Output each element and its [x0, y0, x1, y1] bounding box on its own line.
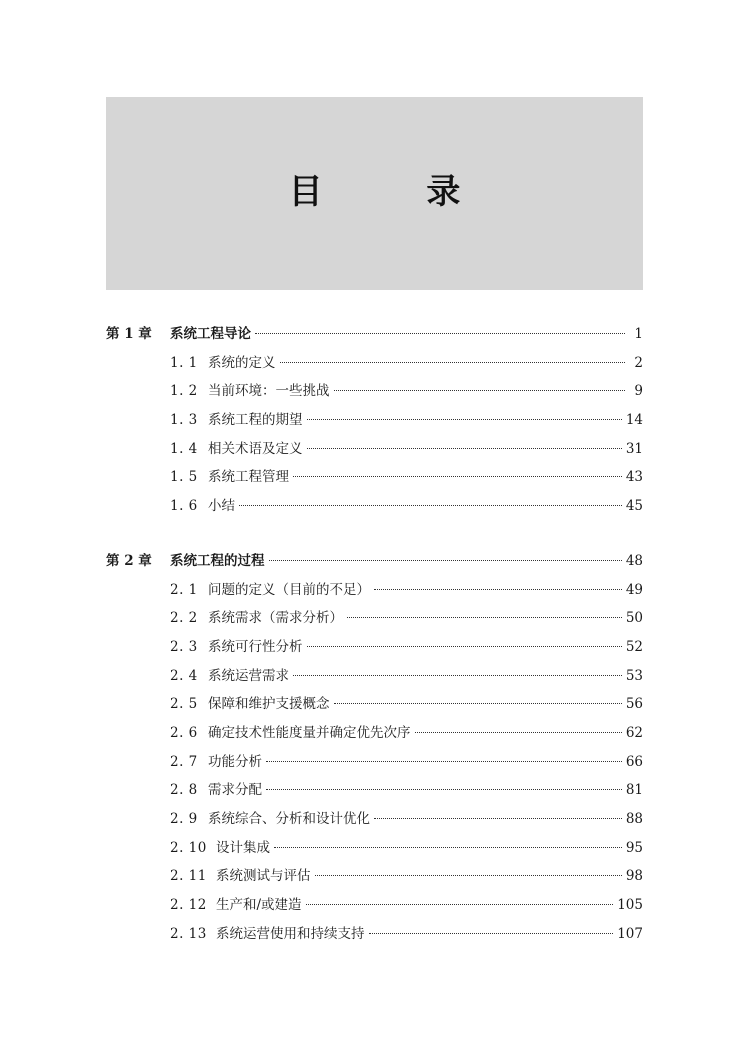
dot-leader: [255, 333, 625, 334]
toc-title: 目 录: [288, 172, 507, 212]
page-number: 105: [617, 897, 643, 914]
page-number: 98: [625, 868, 643, 885]
dot-leader: [374, 589, 622, 590]
page-number: 88: [625, 811, 643, 827]
section-number: 2. 2: [170, 610, 198, 627]
toc-entry-section[interactable]: [106, 435, 643, 464]
section-number: 2. 5: [170, 696, 198, 713]
toc-entry-section[interactable]: [106, 776, 643, 805]
page-number: 48: [625, 552, 643, 569]
page-number: 49: [625, 581, 643, 598]
section-number: 2. 12: [170, 897, 207, 914]
dot-leader: [369, 933, 614, 934]
toc-entry-section[interactable]: [106, 920, 643, 949]
page-number: 107: [617, 925, 643, 942]
dot-leader: [306, 904, 614, 905]
section-title: 系统可行性分析: [208, 638, 303, 655]
section-number: 2. 13: [170, 925, 207, 942]
section-title: 生产和/或建造: [216, 897, 302, 914]
dot-leader: [269, 560, 622, 561]
section-number: 2. 6: [170, 724, 198, 741]
toc-header-banner: [106, 97, 643, 290]
dot-leader: [266, 789, 622, 790]
dot-leader: [334, 703, 622, 704]
toc-entry-section[interactable]: [106, 891, 643, 920]
toc-entry-section[interactable]: [106, 633, 643, 662]
dot-leader: [307, 419, 622, 420]
section-number: 1. 1: [170, 354, 198, 371]
section-title: 系统测试与评估: [216, 868, 311, 885]
dot-leader: [415, 732, 622, 733]
page-number: 56: [625, 696, 643, 713]
toc-entry-section[interactable]: [106, 492, 643, 521]
dot-leader: [334, 390, 626, 391]
dot-leader: [239, 505, 622, 506]
section-title: 系统需求（需求分析）: [208, 610, 343, 627]
page-number: 9: [634, 383, 643, 400]
dot-leader: [347, 617, 622, 618]
section-number: 1. 5: [170, 469, 198, 486]
page-number: 14: [625, 412, 643, 429]
toc-entry-section[interactable]: [106, 719, 643, 748]
page-number: 52: [625, 638, 643, 655]
section-title: 当前环境：一些挑战: [208, 383, 330, 400]
section-title: 小结: [208, 498, 235, 515]
toc-entry-section[interactable]: [106, 834, 643, 863]
section-number: 1. 3: [170, 412, 198, 429]
toc-entry-section[interactable]: [106, 406, 643, 435]
section-title: 系统工程的期望: [208, 412, 303, 429]
table-of-contents: [106, 320, 643, 974]
section-title: 系统运营使用和持续支持: [216, 925, 365, 942]
section-title: 问题的定义（目前的不足）: [208, 581, 370, 598]
section-title: 功能分析: [208, 753, 262, 770]
chapter-title: 系统工程的过程: [170, 552, 265, 569]
dot-leader: [266, 761, 622, 762]
section-title: 需求分配: [208, 782, 262, 799]
dot-leader: [315, 875, 622, 876]
section-number: 1. 6: [170, 498, 198, 515]
section-title: 确定技术性能度量并确定优先次序: [208, 724, 411, 741]
page-number: 45: [625, 498, 643, 515]
dot-leader: [374, 818, 622, 819]
toc-entry-section[interactable]: [106, 576, 643, 605]
toc-entry-section[interactable]: [106, 862, 643, 891]
dot-leader: [307, 646, 622, 647]
dot-leader: [280, 362, 626, 363]
page-number: 66: [625, 753, 643, 770]
section-title: 系统的定义: [208, 354, 276, 371]
section-number: 2. 10: [170, 839, 207, 856]
page-number: 31: [625, 440, 643, 457]
toc-entry-chapter[interactable]: [106, 320, 643, 349]
section-title: 保障和维护支援概念: [208, 696, 330, 713]
toc-entry-section[interactable]: [106, 690, 643, 719]
section-title: 系统工程管理: [208, 469, 289, 486]
section-title: 设计集成: [216, 839, 270, 856]
chapter-block: [106, 320, 643, 521]
page-number: 53: [625, 667, 643, 684]
toc-entry-section[interactable]: [106, 604, 643, 633]
section-number: 2. 3: [170, 638, 198, 655]
dot-leader: [293, 675, 622, 676]
dot-leader: [307, 448, 622, 449]
toc-entry-section[interactable]: [106, 805, 643, 834]
toc-entry-section[interactable]: [106, 377, 643, 406]
chapter-number: 第 1 章: [106, 326, 152, 342]
chapter-title: 系统工程导论: [170, 326, 251, 342]
section-title: 系统综合、分析和设计优化: [208, 811, 370, 827]
section-number: 2. 4: [170, 667, 198, 684]
section-number: 2. 11: [170, 868, 207, 885]
toc-entry-chapter[interactable]: [106, 547, 643, 576]
dot-leader: [274, 847, 622, 848]
section-number: 1. 2: [170, 383, 198, 400]
page-number: 50: [625, 610, 643, 627]
section-number: 2. 8: [170, 782, 198, 799]
page-number: 62: [625, 724, 643, 741]
section-number: 2. 7: [170, 753, 198, 770]
section-number: 2. 1: [170, 581, 198, 598]
page-number: 1: [634, 326, 643, 342]
page-number: 81: [625, 782, 643, 799]
chapter-block: [106, 547, 643, 949]
dot-leader: [293, 476, 622, 477]
page-number: 95: [625, 839, 643, 856]
section-number: 1. 4: [170, 440, 198, 457]
toc-entry-section[interactable]: [106, 463, 643, 492]
chapter-number: 第 2 章: [106, 552, 152, 569]
section-number: 2. 9: [170, 811, 198, 827]
page-number: 43: [625, 469, 643, 486]
section-title: 相关术语及定义: [208, 440, 303, 457]
toc-entry-section[interactable]: [106, 748, 643, 777]
toc-entry-section[interactable]: [106, 349, 643, 378]
page-number: 2: [634, 354, 643, 371]
section-title: 系统运营需求: [208, 667, 289, 684]
toc-entry-section[interactable]: [106, 662, 643, 691]
